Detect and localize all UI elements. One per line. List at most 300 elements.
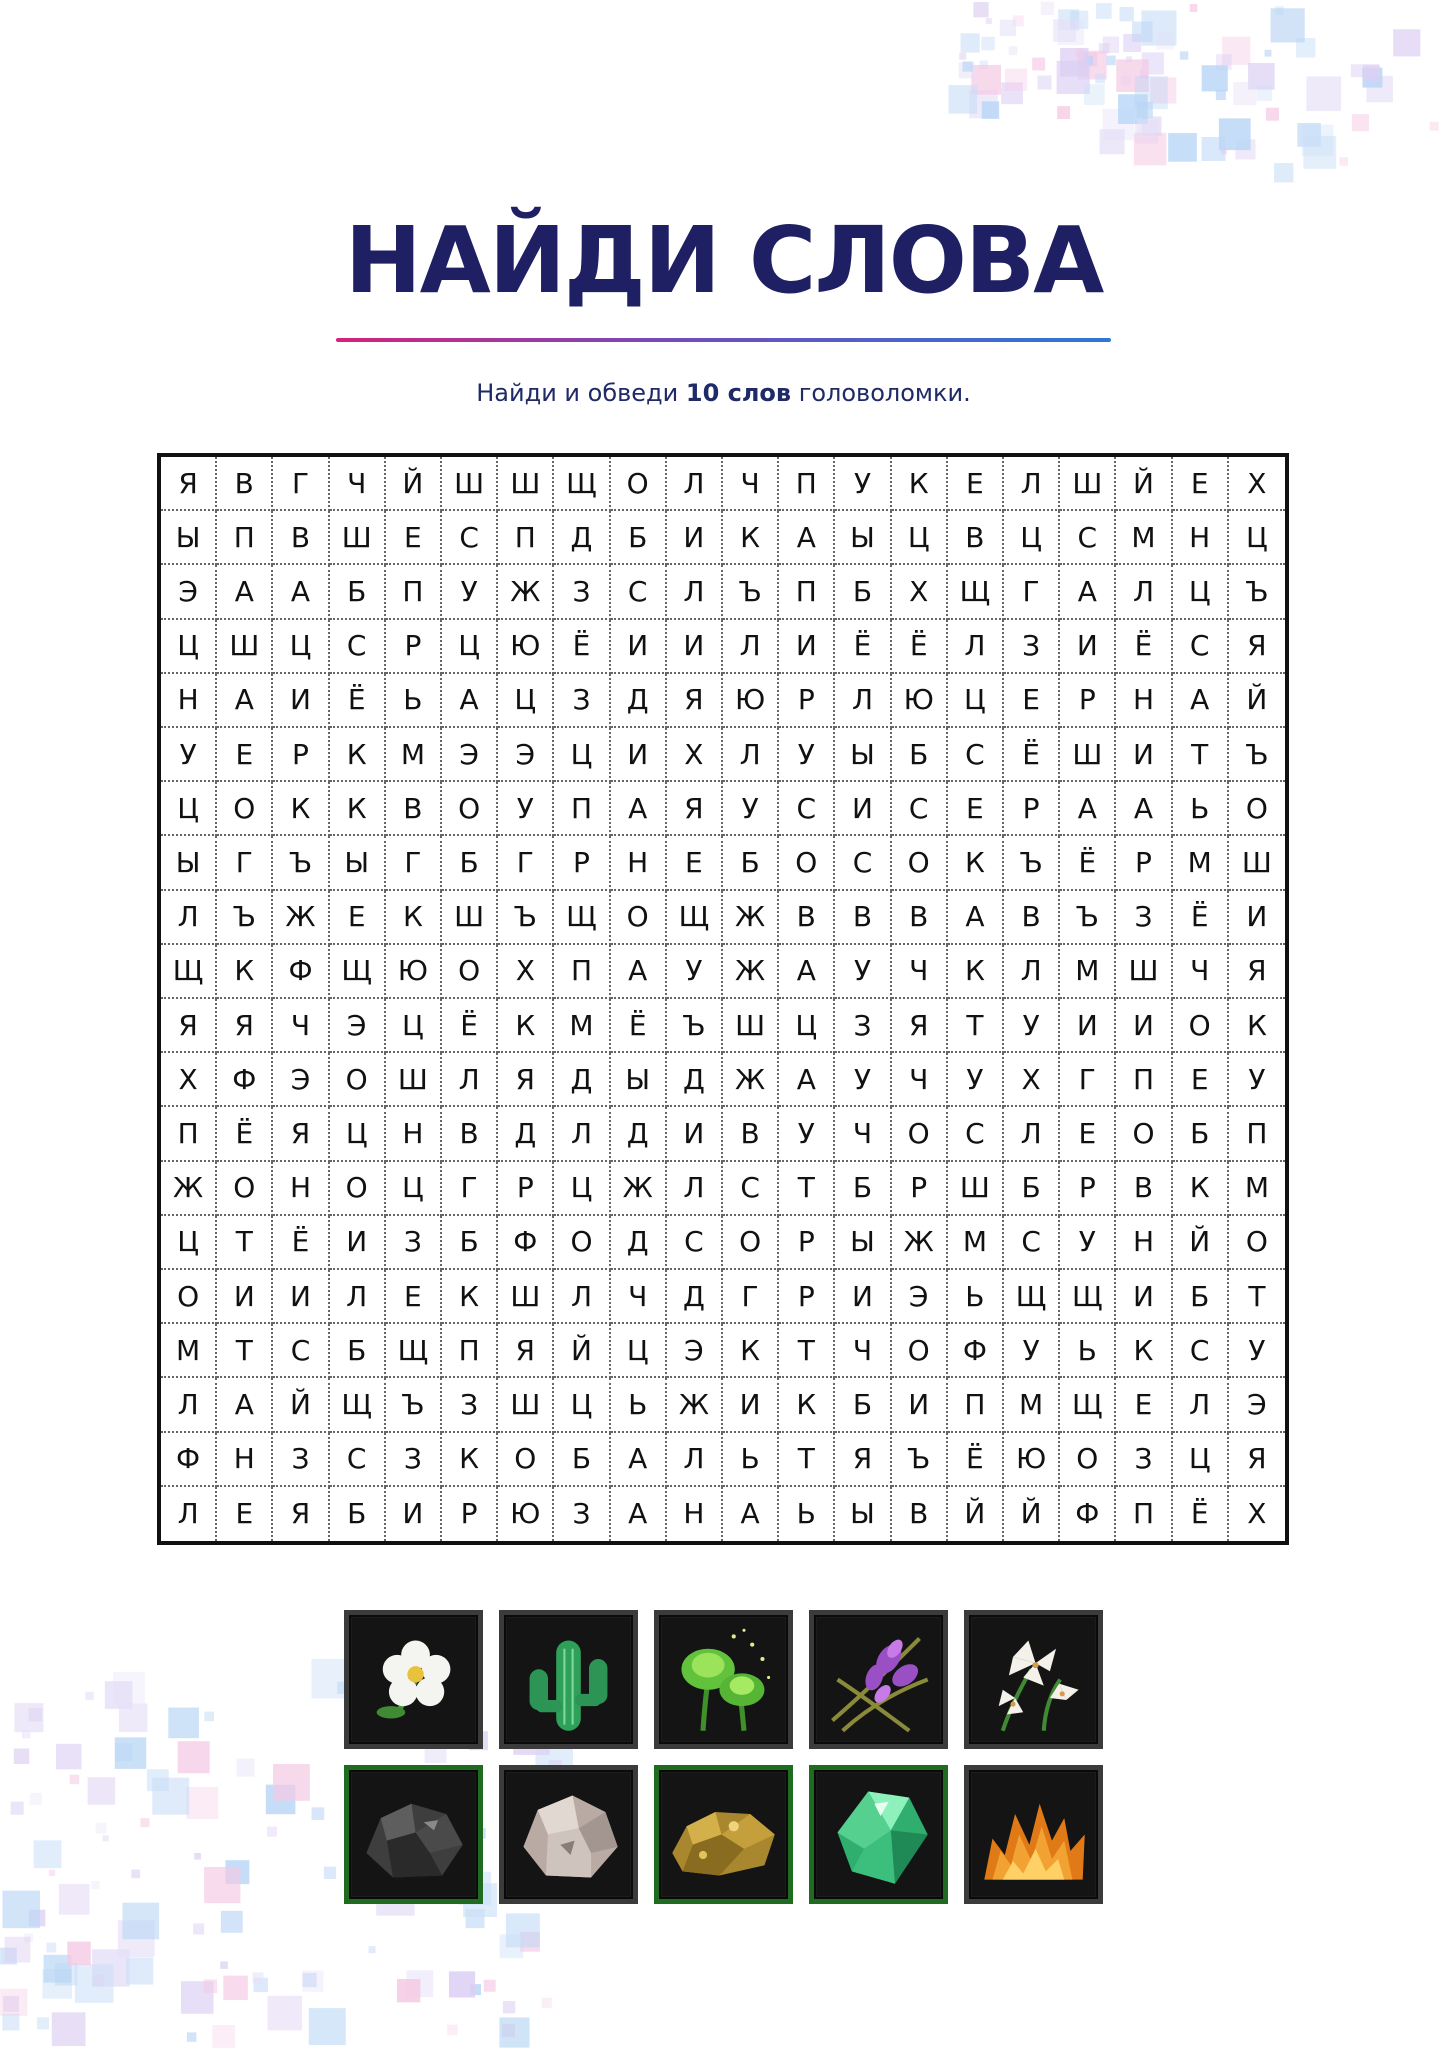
grid-cell[interactable]: Б [892, 728, 948, 782]
grid-cell[interactable]: Ш [723, 999, 779, 1053]
grid-cell[interactable]: О [554, 1216, 610, 1270]
grid-cell[interactable]: М [1229, 1162, 1285, 1216]
grid-cell[interactable]: Р [892, 1162, 948, 1216]
grid-cell[interactable]: А [611, 945, 667, 999]
grid-cell[interactable]: Ж [161, 1162, 217, 1216]
grid-cell[interactable]: К [948, 945, 1004, 999]
grid-cell[interactable]: Ё [1173, 1487, 1229, 1541]
grid-cell[interactable]: П [498, 511, 554, 565]
grid-cell[interactable]: Л [667, 565, 723, 619]
grid-cell[interactable]: И [1060, 620, 1116, 674]
grid-cell[interactable]: Ш [442, 457, 498, 511]
grid-cell[interactable]: Ы [330, 836, 386, 890]
grid-cell[interactable]: А [611, 782, 667, 836]
grid-cell[interactable]: П [554, 782, 610, 836]
grid-cell[interactable]: Ч [611, 1270, 667, 1324]
grid-cell[interactable]: О [217, 1162, 273, 1216]
grid-cell[interactable]: П [779, 457, 835, 511]
grid-cell[interactable]: З [1116, 891, 1172, 945]
grid-cell[interactable]: Л [667, 1162, 723, 1216]
grid-cell[interactable]: Ь [1060, 1324, 1116, 1378]
grid-cell[interactable]: В [892, 891, 948, 945]
grid-cell[interactable]: С [611, 565, 667, 619]
grid-cell[interactable]: Р [498, 1162, 554, 1216]
grid-cell[interactable]: Б [1004, 1162, 1060, 1216]
grid-cell[interactable]: У [779, 1107, 835, 1161]
grid-cell[interactable]: М [161, 1324, 217, 1378]
grid-cell[interactable]: В [1116, 1162, 1172, 1216]
grid-cell[interactable]: И [1060, 999, 1116, 1053]
grid-cell[interactable]: Т [779, 1162, 835, 1216]
grid-cell[interactable]: Я [1229, 945, 1285, 999]
grid-cell[interactable]: Ё [1004, 728, 1060, 782]
grid-cell[interactable]: Ъ [498, 891, 554, 945]
grid-cell[interactable]: П [386, 565, 442, 619]
grid-cell[interactable]: М [1004, 1378, 1060, 1432]
grid-cell[interactable]: П [1116, 1487, 1172, 1541]
grid-cell[interactable]: Ё [948, 1433, 1004, 1487]
grid-cell[interactable]: З [1004, 620, 1060, 674]
grid-cell[interactable]: А [1060, 782, 1116, 836]
grid-cell[interactable]: Я [161, 457, 217, 511]
grid-cell[interactable]: К [330, 728, 386, 782]
grid-cell[interactable]: Ц [554, 1162, 610, 1216]
grid-cell[interactable]: Й [1116, 457, 1172, 511]
grid-cell[interactable]: Р [1060, 674, 1116, 728]
grid-cell[interactable]: М [1060, 945, 1116, 999]
grid-cell[interactable]: Ъ [667, 999, 723, 1053]
grid-cell[interactable]: Й [948, 1487, 1004, 1541]
grid-cell[interactable]: В [835, 891, 891, 945]
grid-cell[interactable]: Д [667, 1053, 723, 1107]
grid-cell[interactable]: И [667, 511, 723, 565]
grid-cell[interactable]: Ы [835, 511, 891, 565]
grid-cell[interactable]: Е [1116, 1378, 1172, 1432]
grid-cell[interactable]: О [1229, 1216, 1285, 1270]
grid-cell[interactable]: К [217, 945, 273, 999]
grid-cell[interactable]: Ъ [723, 565, 779, 619]
grid-cell[interactable]: Л [723, 728, 779, 782]
grid-cell[interactable]: Ц [161, 620, 217, 674]
grid-cell[interactable]: Г [442, 1162, 498, 1216]
grid-cell[interactable]: К [1116, 1324, 1172, 1378]
grid-cell[interactable]: Т [779, 1433, 835, 1487]
grid-cell[interactable]: А [217, 674, 273, 728]
grid-cell[interactable]: В [779, 891, 835, 945]
grid-cell[interactable]: Ф [948, 1324, 1004, 1378]
grid-cell[interactable]: Е [948, 782, 1004, 836]
grid-cell[interactable]: В [948, 511, 1004, 565]
grid-cell[interactable]: Г [217, 836, 273, 890]
grid-cell[interactable]: Н [1173, 511, 1229, 565]
grid-cell[interactable]: И [273, 674, 329, 728]
grid-cell[interactable]: У [1229, 1324, 1285, 1378]
grid-cell[interactable]: А [442, 674, 498, 728]
grid-cell[interactable]: О [1116, 1107, 1172, 1161]
grid-cell[interactable]: У [723, 782, 779, 836]
grid-cell[interactable]: Ц [442, 620, 498, 674]
grid-cell[interactable]: С [1173, 620, 1229, 674]
grid-cell[interactable]: К [442, 1433, 498, 1487]
grid-cell[interactable]: Ъ [1229, 728, 1285, 782]
grid-cell[interactable]: К [330, 782, 386, 836]
grid-cell[interactable]: Ь [386, 674, 442, 728]
grid-cell[interactable]: Я [1229, 1433, 1285, 1487]
grid-cell[interactable]: Ц [779, 999, 835, 1053]
grid-cell[interactable]: С [948, 728, 1004, 782]
grid-cell[interactable]: Б [1173, 1270, 1229, 1324]
grid-cell[interactable]: Б [611, 511, 667, 565]
grid-cell[interactable]: Ю [386, 945, 442, 999]
grid-cell[interactable]: Ё [330, 674, 386, 728]
grid-cell[interactable]: В [386, 782, 442, 836]
grid-cell[interactable]: А [948, 891, 1004, 945]
grid-cell[interactable]: Ж [273, 891, 329, 945]
grid-cell[interactable]: П [948, 1378, 1004, 1432]
grid-cell[interactable]: И [1229, 891, 1285, 945]
grid-cell[interactable]: В [217, 457, 273, 511]
grid-cell[interactable]: К [892, 457, 948, 511]
grid-cell[interactable]: Ц [330, 1107, 386, 1161]
grid-cell[interactable]: И [330, 1216, 386, 1270]
grid-cell[interactable]: В [892, 1487, 948, 1541]
grid-cell[interactable]: Ъ [1060, 891, 1116, 945]
grid-cell[interactable]: Р [1060, 1162, 1116, 1216]
grid-cell[interactable]: П [779, 565, 835, 619]
grid-cell[interactable]: У [779, 728, 835, 782]
grid-cell[interactable]: Ю [892, 674, 948, 728]
grid-cell[interactable]: П [217, 511, 273, 565]
grid-cell[interactable]: Я [892, 999, 948, 1053]
grid-cell[interactable]: Ъ [1004, 836, 1060, 890]
grid-cell[interactable]: Е [1173, 1053, 1229, 1107]
grid-cell[interactable]: Р [779, 1270, 835, 1324]
grid-cell[interactable]: В [723, 1107, 779, 1161]
grid-cell[interactable]: З [386, 1433, 442, 1487]
grid-cell[interactable]: И [611, 620, 667, 674]
grid-cell[interactable]: Я [161, 999, 217, 1053]
grid-cell[interactable]: Ц [1229, 511, 1285, 565]
grid-cell[interactable]: Х [1004, 1053, 1060, 1107]
grid-cell[interactable]: У [1004, 1324, 1060, 1378]
grid-cell[interactable]: Ц [554, 1378, 610, 1432]
grid-cell[interactable]: А [779, 1053, 835, 1107]
grid-cell[interactable]: Щ [386, 1324, 442, 1378]
grid-cell[interactable]: Ф [498, 1216, 554, 1270]
grid-cell[interactable]: И [723, 1378, 779, 1432]
grid-cell[interactable]: Ш [498, 1378, 554, 1432]
grid-cell[interactable]: Ч [892, 945, 948, 999]
grid-cell[interactable]: О [1173, 999, 1229, 1053]
grid-cell[interactable]: Т [1229, 1270, 1285, 1324]
grid-cell[interactable]: О [442, 782, 498, 836]
grid-cell[interactable]: Р [779, 674, 835, 728]
grid-cell[interactable]: Б [554, 1433, 610, 1487]
grid-cell[interactable]: Ь [779, 1487, 835, 1541]
grid-cell[interactable]: Ц [273, 620, 329, 674]
grid-cell[interactable]: Е [1060, 1107, 1116, 1161]
grid-cell[interactable]: Я [273, 1107, 329, 1161]
grid-cell[interactable]: И [835, 782, 891, 836]
grid-cell[interactable]: Ы [835, 728, 891, 782]
grid-cell[interactable]: Л [1116, 565, 1172, 619]
grid-cell[interactable]: Е [386, 1270, 442, 1324]
grid-cell[interactable]: Т [217, 1324, 273, 1378]
grid-cell[interactable]: М [554, 999, 610, 1053]
grid-cell[interactable]: Р [779, 1216, 835, 1270]
grid-cell[interactable]: Ъ [273, 836, 329, 890]
grid-cell[interactable]: Ё [1060, 836, 1116, 890]
grid-cell[interactable]: Л [161, 891, 217, 945]
grid-cell[interactable]: Х [1247, 1497, 1267, 1531]
grid-cell[interactable]: Г [723, 1270, 779, 1324]
grid-cell[interactable]: А [779, 945, 835, 999]
grid-cell[interactable]: И [835, 1270, 891, 1324]
grid-cell[interactable]: С [1004, 1216, 1060, 1270]
grid-cell[interactable]: К [723, 511, 779, 565]
grid-cell[interactable]: Э [498, 728, 554, 782]
grid-cell[interactable]: Ё [611, 999, 667, 1053]
grid-cell[interactable]: И [1116, 1270, 1172, 1324]
grid-cell[interactable]: Л [723, 620, 779, 674]
grid-cell[interactable]: Э [667, 1324, 723, 1378]
grid-cell[interactable]: К [442, 1270, 498, 1324]
grid-cell[interactable]: А [217, 1378, 273, 1432]
grid-cell[interactable]: И [611, 728, 667, 782]
grid-cell[interactable]: Ы [835, 1487, 891, 1541]
grid-cell[interactable]: Б [835, 1162, 891, 1216]
grid-cell[interactable]: С [835, 836, 891, 890]
grid-cell[interactable]: В [442, 1107, 498, 1161]
grid-cell[interactable]: А [1116, 782, 1172, 836]
grid-cell[interactable]: Л [1173, 1378, 1229, 1432]
grid-cell[interactable]: Ц [386, 1162, 442, 1216]
grid-cell[interactable]: З [442, 1378, 498, 1432]
grid-cell[interactable]: Г [1060, 1053, 1116, 1107]
grid-cell[interactable]: Ц [948, 674, 1004, 728]
grid-cell[interactable]: С [1060, 511, 1116, 565]
grid-cell[interactable]: А [273, 565, 329, 619]
grid-cell[interactable]: Ш [498, 1270, 554, 1324]
grid-cell[interactable]: Ь [723, 1433, 779, 1487]
grid-cell[interactable]: Ч [273, 999, 329, 1053]
grid-cell[interactable]: Б [442, 1216, 498, 1270]
grid-cell[interactable]: З [273, 1433, 329, 1487]
grid-cell[interactable]: Щ [1060, 1270, 1116, 1324]
grid-cell[interactable]: У [835, 945, 891, 999]
grid-cell[interactable]: У [498, 782, 554, 836]
grid-cell[interactable]: С [948, 1107, 1004, 1161]
grid-cell[interactable]: Б [442, 836, 498, 890]
grid-cell[interactable]: Ы [835, 1216, 891, 1270]
grid-cell[interactable]: Р [442, 1487, 498, 1541]
grid-cell[interactable]: Э [1229, 1378, 1285, 1432]
grid-cell[interactable]: Щ [948, 565, 1004, 619]
grid-cell[interactable]: С [330, 1433, 386, 1487]
grid-cell[interactable]: Ы [611, 1053, 667, 1107]
grid-cell[interactable]: Б [330, 1324, 386, 1378]
grid-cell[interactable]: О [1229, 782, 1285, 836]
grid-cell[interactable]: Э [273, 1053, 329, 1107]
grid-cell[interactable]: Г [1004, 565, 1060, 619]
grid-cell[interactable]: Е [386, 511, 442, 565]
grid-cell[interactable]: Г [273, 457, 329, 511]
grid-cell[interactable]: Ц [161, 1216, 217, 1270]
grid-cell[interactable]: Ц [611, 1324, 667, 1378]
grid-cell[interactable]: Ё [1116, 620, 1172, 674]
grid-cell[interactable]: У [948, 1053, 1004, 1107]
grid-cell[interactable]: Р [386, 620, 442, 674]
grid-cell[interactable]: Д [498, 1107, 554, 1161]
grid-cell[interactable]: Д [611, 674, 667, 728]
grid-cell[interactable]: Ф [1060, 1487, 1116, 1541]
grid-cell[interactable]: Н [667, 1487, 723, 1541]
grid-cell[interactable]: В [1004, 891, 1060, 945]
grid-cell[interactable]: Е [1173, 457, 1229, 511]
grid-cell[interactable]: О [611, 457, 667, 511]
grid-cell[interactable]: Ж [892, 1216, 948, 1270]
grid-cell[interactable]: Ъ [1229, 565, 1285, 619]
grid-cell[interactable]: Д [611, 1216, 667, 1270]
grid-cell[interactable]: Ш [1060, 457, 1116, 511]
grid-cell[interactable]: Ч [835, 1107, 891, 1161]
grid-cell[interactable]: Ш [498, 457, 554, 511]
grid-cell[interactable]: Н [217, 1433, 273, 1487]
grid-cell[interactable]: Щ [330, 945, 386, 999]
grid-cell[interactable]: Ц [892, 511, 948, 565]
grid-cell[interactable]: Б [835, 1378, 891, 1432]
grid-cell[interactable]: У [1060, 1216, 1116, 1270]
grid-cell[interactable]: И [217, 1270, 273, 1324]
grid-cell[interactable]: С [442, 511, 498, 565]
grid-cell[interactable]: Т [948, 999, 1004, 1053]
grid-cell[interactable]: Р [1116, 836, 1172, 890]
grid-cell[interactable]: Х [1229, 457, 1285, 511]
grid-cell[interactable]: Ъ [892, 1433, 948, 1487]
grid-cell[interactable]: Л [835, 674, 891, 728]
grid-cell[interactable]: Ч [330, 457, 386, 511]
grid-cell[interactable]: Ё [273, 1216, 329, 1270]
grid-cell[interactable]: И [386, 1487, 442, 1541]
grid-cell[interactable]: Н [273, 1162, 329, 1216]
grid-cell[interactable]: Б [330, 1487, 386, 1541]
grid-cell[interactable]: К [948, 836, 1004, 890]
grid-cell[interactable]: Х [892, 565, 948, 619]
grid-cell[interactable]: Ё [892, 620, 948, 674]
grid-cell[interactable]: О [330, 1162, 386, 1216]
grid-cell[interactable]: Щ [1004, 1270, 1060, 1324]
grid-cell[interactable]: Р [273, 728, 329, 782]
grid-cell[interactable]: Ц [554, 728, 610, 782]
grid-cell[interactable]: Ш [330, 511, 386, 565]
grid-cell[interactable]: Е [330, 891, 386, 945]
grid-cell[interactable]: З [554, 1487, 610, 1541]
grid-cell[interactable]: Р [554, 836, 610, 890]
grid-cell[interactable]: А [1173, 674, 1229, 728]
grid-cell[interactable]: Г [498, 836, 554, 890]
grid-cell[interactable]: Э [330, 999, 386, 1053]
grid-cell[interactable]: С [1173, 1324, 1229, 1378]
grid-cell[interactable]: Л [948, 620, 1004, 674]
grid-cell[interactable]: О [161, 1270, 217, 1324]
grid-cell[interactable]: Щ [554, 457, 610, 511]
grid-cell[interactable]: Е [1004, 674, 1060, 728]
grid-cell[interactable]: Ъ [217, 891, 273, 945]
grid-cell[interactable]: Л [1004, 1107, 1060, 1161]
grid-cell[interactable]: Л [554, 1270, 610, 1324]
grid-cell[interactable]: У [1229, 1053, 1285, 1107]
grid-cell[interactable]: Ь [948, 1270, 1004, 1324]
grid-cell[interactable]: В [273, 511, 329, 565]
grid-cell[interactable]: Ц [498, 674, 554, 728]
grid-cell[interactable]: Щ [330, 1378, 386, 1432]
grid-cell[interactable]: Ю [1004, 1433, 1060, 1487]
grid-cell[interactable]: Д [611, 1107, 667, 1161]
grid-cell[interactable]: Л [667, 1433, 723, 1487]
grid-cell[interactable]: Ё [835, 620, 891, 674]
grid-cell[interactable]: Й [273, 1378, 329, 1432]
grid-cell[interactable]: И [1116, 999, 1172, 1053]
grid-cell[interactable]: Е [217, 728, 273, 782]
grid-cell[interactable]: А [723, 1487, 779, 1541]
grid-cell[interactable]: Ч [835, 1324, 891, 1378]
grid-cell[interactable]: Л [161, 1378, 217, 1432]
grid-cell[interactable]: Щ [554, 891, 610, 945]
grid-cell[interactable]: Н [386, 1107, 442, 1161]
grid-cell[interactable]: Я [667, 782, 723, 836]
grid-cell[interactable]: Е [217, 1487, 273, 1541]
grid-cell[interactable]: И [1116, 728, 1172, 782]
grid-cell[interactable]: Б [1173, 1107, 1229, 1161]
grid-cell[interactable]: Ш [1229, 836, 1285, 890]
grid-cell[interactable]: Е [948, 457, 1004, 511]
grid-cell[interactable]: Й [1173, 1216, 1229, 1270]
grid-cell[interactable]: О [892, 836, 948, 890]
grid-cell[interactable]: Л [554, 1107, 610, 1161]
grid-cell[interactable]: Ф [273, 945, 329, 999]
grid-cell[interactable]: Ч [723, 457, 779, 511]
grid-cell[interactable]: Щ [667, 891, 723, 945]
grid-cell[interactable]: Л [667, 457, 723, 511]
grid-cell[interactable]: Я [498, 1053, 554, 1107]
grid-cell[interactable]: З [554, 674, 610, 728]
grid-cell[interactable]: К [498, 999, 554, 1053]
grid-cell[interactable]: У [667, 945, 723, 999]
grid-cell[interactable]: Ы [161, 511, 217, 565]
grid-cell[interactable]: С [779, 782, 835, 836]
grid-cell[interactable]: Ь [611, 1378, 667, 1432]
grid-cell[interactable]: Л [330, 1270, 386, 1324]
grid-cell[interactable]: Я [1229, 620, 1285, 674]
grid-cell[interactable]: Щ [1060, 1378, 1116, 1432]
grid-cell[interactable]: Ш [386, 1053, 442, 1107]
grid-cell[interactable]: Б [723, 836, 779, 890]
grid-cell[interactable]: Я [217, 999, 273, 1053]
grid-cell[interactable]: Я [273, 1487, 329, 1541]
grid-cell[interactable]: О [442, 945, 498, 999]
grid-cell[interactable]: М [948, 1216, 1004, 1270]
grid-cell[interactable]: А [217, 565, 273, 619]
grid-cell[interactable]: Г [386, 836, 442, 890]
grid-cell[interactable]: З [1116, 1433, 1172, 1487]
grid-cell[interactable]: У [161, 728, 217, 782]
grid-cell[interactable]: Э [892, 1270, 948, 1324]
grid-cell[interactable]: Ш [948, 1162, 1004, 1216]
grid-cell[interactable]: П [161, 1107, 217, 1161]
grid-cell[interactable]: О [892, 1324, 948, 1378]
grid-cell[interactable]: Я [667, 674, 723, 728]
grid-cell[interactable]: Ы [161, 836, 217, 890]
